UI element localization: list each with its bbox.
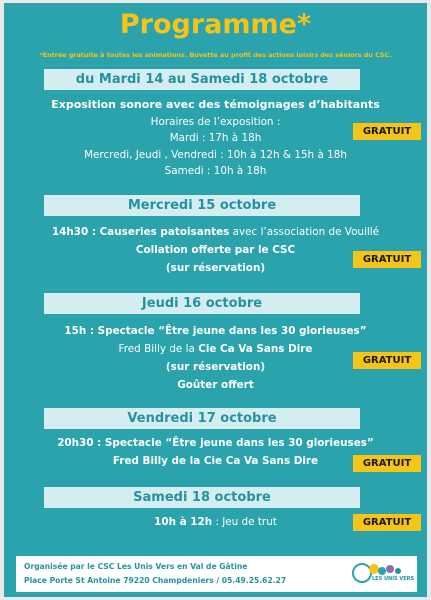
- trut-time: 10h à 12h: [154, 516, 213, 528]
- page-title: Programme*: [119, 9, 312, 40]
- causeries-time: 14h30 : Causeries patoisantes: [51, 226, 230, 238]
- expo-hours-3: Samedi : 10h à 18h: [164, 165, 267, 177]
- expo-hours-1: Mardi : 17h à 18h: [169, 132, 262, 144]
- spectacle-line-3: 15h : Spectacle “Être jeune dans les 30 glorieuses”: [64, 325, 367, 337]
- causeries-line: [4, 225, 427, 239]
- gratuit-badge-4: GRATUIT: [353, 455, 421, 472]
- gratuit-badge-5: GRATUIT: [353, 514, 421, 531]
- gouter-line: Goûter offert: [177, 379, 254, 391]
- expo-title: Exposition sonore avec des témoignages d’habitants: [51, 98, 380, 111]
- reservation-line-2: (sur réservation): [165, 262, 266, 274]
- footer-address: Place Porte St Antoine 79220 Champdeniers / 05.49.25.62.27: [24, 576, 287, 585]
- company-pre: Fred Billy de la: [118, 343, 199, 355]
- company-name: Cie Ca Va Sans Dire: [198, 343, 313, 355]
- reservation-line-3: (sur réservation): [165, 361, 266, 373]
- expo-hours-2: Mercredi, Jeudi , Vendredi : 10h à 12h & 15h à 18h: [84, 149, 347, 161]
- gratuit-badge-2: GRATUIT: [353, 251, 421, 268]
- gratuit-badge-1: GRATUIT: [353, 123, 421, 140]
- date-band-3: Jeudi 16 octobre: [44, 293, 360, 314]
- company-line-4: Fred Billy de la Cie Ca Va Sans Dire: [112, 455, 319, 467]
- footer: [16, 556, 417, 592]
- csc-logo: [348, 559, 415, 589]
- entry-note: *Entrée gratuite à toutes les animations. Buvette au profit des actions loisirs des séniors du CSC.: [39, 51, 392, 59]
- logo-text: LES UNIS VERS: [372, 576, 415, 582]
- logo-icon: [348, 559, 415, 589]
- collation-line: Collation offerte par le CSC: [135, 244, 296, 256]
- expo-hours-label: Horaires de l’exposition :: [150, 116, 281, 128]
- poster: [4, 3, 427, 597]
- date-band-5: Samedi 18 octobre: [44, 487, 360, 508]
- date-band-2: Mercredi 15 octobre: [44, 195, 360, 216]
- trut-activity: : Jeu de trut: [212, 516, 277, 528]
- footer-organizer: Organisée par le CSC Les Unis Vers en Val de Gâtine: [24, 562, 248, 571]
- spectacle-line-4: 20h30 : Spectacle “Être jeune dans les 30 glorieuses”: [57, 437, 374, 449]
- gratuit-badge-3: GRATUIT: [353, 352, 421, 369]
- causeries-detail: avec l’association de Vouillé: [229, 226, 380, 238]
- date-band-1: du Mardi 14 au Samedi 18 octobre: [44, 69, 360, 90]
- date-band-4: Vendredi 17 octobre: [44, 408, 360, 429]
